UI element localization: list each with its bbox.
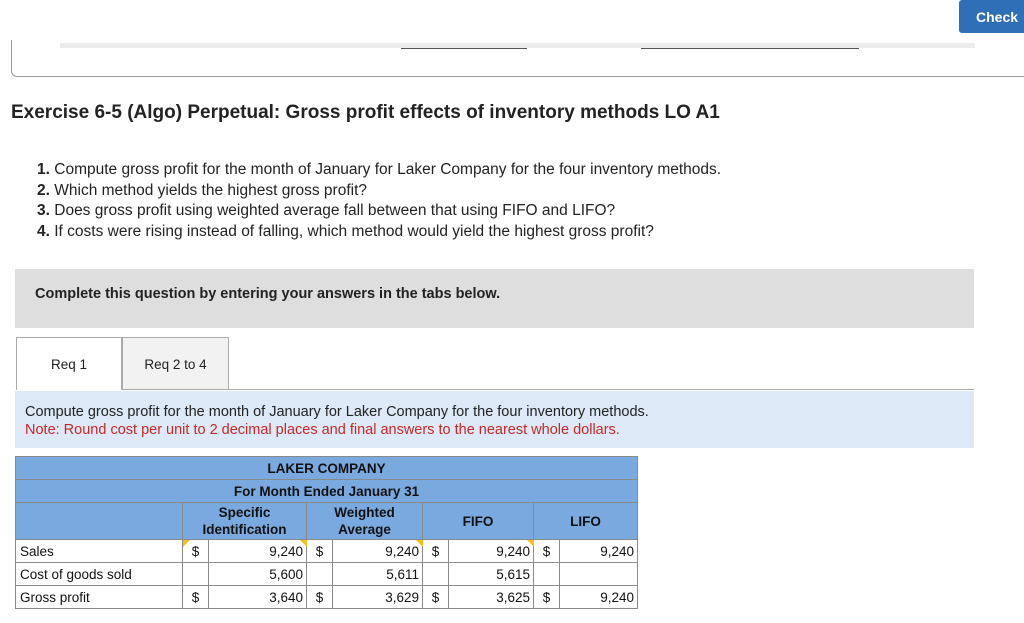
question-item (37, 222, 721, 243)
row-label: Gross profit (16, 586, 183, 609)
header-blank (16, 503, 183, 540)
question-text: Compute gross profit for the month of January for Laker Company for the four inventory methods. (54, 161, 722, 178)
cogs-specific-input[interactable]: 5,600 (209, 563, 307, 586)
gross-fifo-value: 3,625 (449, 586, 534, 609)
currency-symbol: $ (183, 586, 209, 609)
cogs-weighted-input[interactable]: 5,611 (333, 563, 423, 586)
tab-req-1[interactable]: Req 1 (16, 337, 122, 390)
exercise-title: Exercise 6-5 (Algo) Perpetual: Gross profit effects of inventory methods LO A1 (11, 102, 720, 123)
row-label: Cost of goods sold (16, 563, 183, 586)
question-item (37, 181, 721, 202)
cogs-lifo-input[interactable] (560, 563, 638, 586)
instruction-text: Complete this question by entering your answers in the tabs below. (35, 286, 501, 302)
question-number: 3. (37, 202, 50, 219)
requirement-note: Note: Round cost per unit to 2 decimal places and final answers to the nearest whole dollars. (25, 422, 620, 438)
sales-weighted-input[interactable]: 9,240 (333, 540, 423, 563)
gross-lifo-value: 9,240 (560, 586, 638, 609)
row-label: Sales (16, 540, 183, 563)
question-list (37, 160, 721, 242)
divider-line (641, 48, 859, 49)
check-button[interactable]: Check (959, 0, 1024, 33)
requirement-text: Compute gross profit for the month of January for Laker Company for the four inventory methods. (25, 404, 649, 420)
col-header-lifo: LIFO (534, 503, 638, 540)
table-row-gross-profit (16, 586, 638, 609)
question-item (37, 201, 721, 222)
col-header-fifo: FIFO (423, 503, 534, 540)
currency-symbol: $ (423, 586, 449, 609)
currency-symbol: $ (183, 540, 209, 563)
currency-symbol: $ (534, 540, 560, 563)
currency-cell-empty (307, 563, 333, 586)
tabs-divider (122, 389, 974, 390)
col-header-specific: Specific Identification (183, 503, 307, 540)
question-number: 2. (37, 181, 50, 199)
company-name: LAKER COMPANY (16, 457, 638, 480)
instruction-banner (15, 269, 974, 328)
sales-specific-input[interactable]: 9,240 (209, 540, 307, 563)
currency-symbol: $ (307, 540, 333, 563)
sales-fifo-input[interactable]: 9,240 (449, 540, 534, 563)
tab-req-2-to-4[interactable]: Req 2 to 4 (122, 337, 229, 390)
currency-symbol: $ (534, 586, 560, 609)
table-row-sales (16, 540, 638, 563)
table-row-cogs (16, 563, 638, 586)
question-text: If costs were rising instead of falling, which method would yield the highest gross profit? (54, 222, 654, 240)
cogs-fifo-input[interactable]: 5,615 (449, 563, 534, 586)
currency-cell-empty (183, 563, 209, 586)
col-header-weighted: Weighted Average (307, 503, 423, 540)
currency-symbol: $ (307, 586, 333, 609)
gross-profit-table (15, 456, 638, 609)
requirement-text-block (25, 403, 649, 439)
question-text: Does gross profit using weighted average fall between that using FIFO and LIFO? (54, 202, 616, 219)
question-text: Which method yields the highest gross profit? (54, 181, 367, 199)
currency-cell-empty (423, 563, 449, 586)
question-number: 4. (37, 222, 50, 240)
requirement-panel (15, 391, 974, 448)
currency-cell-empty (534, 563, 560, 586)
divider-line (401, 48, 527, 49)
gross-weighted-value: 3,629 (333, 586, 423, 609)
currency-symbol: $ (423, 540, 449, 563)
period-label: For Month Ended January 31 (16, 480, 638, 503)
question-number: 1. (37, 161, 50, 178)
question-item (37, 160, 721, 181)
gross-specific-value: 3,640 (209, 586, 307, 609)
sales-lifo-input[interactable]: 9,240 (560, 540, 638, 563)
